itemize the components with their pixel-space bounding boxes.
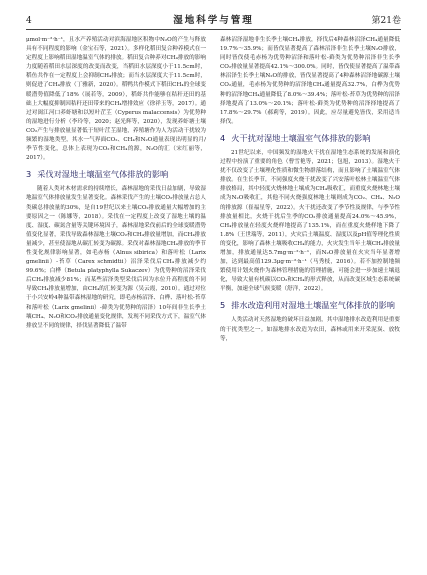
section-number: 3 — [26, 169, 32, 180]
section-title: 火干扰对湿地土壤温室气体排放的影响 — [231, 132, 371, 143]
section-title: 采伐对湿地土壤温室气体排放的影响 — [37, 169, 169, 180]
section-heading-5 — [220, 300, 400, 311]
section-heading-3 — [26, 169, 206, 180]
page-number: 4 — [26, 16, 32, 26]
paragraph: 21世纪以来，中国频发的湿地火干扰在湿地生态系统的发展和演化过程中扮演了重要的角色（曹雪艳等，2021；包旭，2013）。湿地火干扰不仅改变了土壤理化性质和微生物群落结构，而且影响了土壤温室气体排放。在生长季节，不同强度火烧干扰改变了兴安落叶松林土壤温室气体排放格局，其中轻度火烧林地土壤成为CH₄吸收汇，而重度火烧林地土壤成为N₂O吸收汇，其他不同火烧强度林地土壤则成为CO₂、CH₄、N₂O的排放源（崔福星等，2022）。火干扰还改变了季节性及规律，与季节性排放量相比，火烧干扰后生季的CO₂排放通量提高24.0%～45.9%，CH₄排放量在轻度火烧样地提高了135.1%，而在重度火烧样地下降了1.8%（王世瑞等，2011），火灾后土壤温度、湿度以及pH值等理化性质的变化，影响了森林土壤吸收CH₄的能力，火灾发生当年土壤CH₄排放量增加，排放通量达5.7mg·m⁻²·h⁻¹，而N₂O排放量在火灾当年显著增加，达到最高值129.3μg·m⁻²·h⁻¹（马秀枝，2016）。若不加控制地频繁使用计划火烧作为森林管理措施的管理措施，可能会进一步加速土壤退化，导致大量有机碳以CO₂和CH₄的形式释放，从而改变区域生态系统碳平衡，加速全球气候变暖（舒洋，2022）。 — [220, 149, 400, 293]
running-header — [26, 8, 401, 30]
paragraph: 随着人类对木材需求的持续增长，森林湿地的采伐日益加剧，导致湿地温室气体排放量发生显著变化。森林采伐产生的土壤CO₂排放量占总人类碳总排放量的30%，是自19世纪以来土壤CO₂排放通量大幅增加的主要原因之一（陈娜等，2018）。采伐在一定程度上改变了湿地土壤的温度、湿度、碳氮含量等关键环境因子，森林湿地采伐前后的全球变暖潜势值变化显著，采伐导致森林湿地土壤CO₂和CH₄排放量增加，而CH₄排放量减少，甚至使湿地从碳汇转变为碳源。采伐对森林湿地CH₄排放的季节性变化规律影响显著，如毛赤杨（Alnus sibirica）和落叶松（Larix gmelinii）-苔草（Carex schmidtii）沼泽采伐后CH₄排放减少约99.6%；白桦（Betula platyphylla Sukaczev）为优势种的沼泽采伐后CH₄排放减少81%；而某些沼泽类型采伐后因为水位升高程度的不同导致CH₄排放量增加，由CH₄的汇转变为源（吴云霞，2010）。通过对位于小兴安岭4种温带森林湿地的研究，即毛赤杨沼泽、白桦、落叶松-苔草和落叶松（Larix gmelinii）-藓类为优势种的沼泽）10年间非生长季土壤CH₄、N₂O和CO₂排放通量变化规律，发现不同采伐方式下，温室气体排放呈不同的规律，择伐显著降低了温带 — [26, 186, 206, 329]
paragraph: 人类活动对天然湿地的破坏日益加剧，其中湿地排水改造利用是重要的干扰类型之一。如湿地排水改造为农田，森林或用来开采泥炭、放牧等， — [220, 317, 400, 342]
body-columns — [26, 36, 401, 569]
right-column — [220, 36, 400, 569]
section-heading-4 — [220, 133, 400, 144]
paragraph: 森林沼泽湿地非生长季土壤CH₄排放，择伐后4种森林沼泽CH₄通量降低19.7%～35.9%；而皆伐显著提高了森林沼泽非生长季土壤N₂O排放，同时皆伐使毛赤杨为优势种沼泽和落叶松-藓类为优势种沼泽非生长季CO₂排放量显著提高42.1%～300.0%。同时，皆伐使显著提高了温带森林沼泽生长季土壤N₂O的排放，皆伐显著提高了4种森林沼泽地碳源土壤CO₂通量，毛赤杨为优势种的沼泽地CH₄通量提高32.7%，白桦为优势种的沼泽地CH₄通量降低了8.0%～39.4%；落叶松-苔草为优势种的沼泽择地提高了13.0%～20.1%；落叶松-藓类为优势种的沼泽择地提高了17.8%～29.7%（郝莉等，2019）。因此，应尽量避免皆伐，采用适当择伐。 — [220, 37, 400, 125]
paragraph: μmol·m⁻²·h⁻¹，且水产养殖活动对滨海湿地区积物中N₂O的产生与释放具有不同程度的影响（金宝石等，2021）。多样化稻田复合种养模式在一定程度上影响稻田湿地温室气体的排放。稻田复合种养对CH₄排放的影响力度随着稻田水层深度的改变而改变，当稻田水层深度小于11.5cm时，稻鱼共作在一定程度上会抑制CH₄排放；而当水层深度大于11.5cm时，则促进了CH₄排放（丁雅新，2020）。稻鸭共作模式下稻田CH₄的全球变暖潜势值降低了18%（展若等，2009），稻虾共作能够在秸秆还田的基础上大幅度抑制因秸秆还田带来的CH₄增排效应（徐祥玉等，2017）。通过对闽江河口养虾塘和以短叶茳芏（Cyperus malaccensis）为优势种的湿地进行分析（李玲等，2020；赵光辉等，2020），发现养虾塘土壤CO₂产生与排放量显著低于短叶茳芏湿地，养殖塘作为人为活动干扰较为频繁的湿地类型，其水一气界面CO₂、CH₄和N₂O通量表现出明显的月/季节性变化，总体上表现为CO₂和CH₄的源，N₂O的汇（宋红丽等，2017）。 — [26, 37, 206, 162]
section-number: 4 — [220, 132, 226, 143]
left-column — [26, 36, 206, 569]
volume-label: 第21卷 — [371, 16, 401, 26]
section-number: 5 — [220, 300, 226, 311]
section-title: 排水改造利用对湿地土壤温室气体排放的影响 — [231, 300, 395, 311]
journal-title: 湿地科学与管理 — [173, 15, 254, 26]
